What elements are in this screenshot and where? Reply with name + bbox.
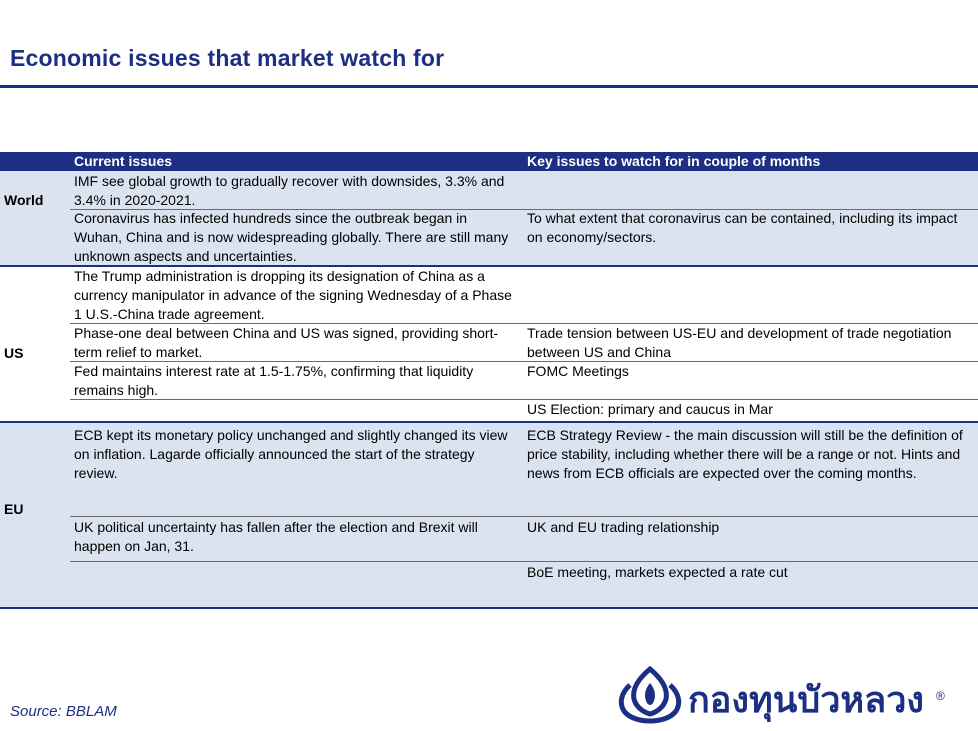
watch-issue-cell: FOMC Meetings: [527, 363, 629, 379]
current-issue-cell: Fed maintains interest rate at 1.5-1.75%, confirming that liquidity remains high.: [74, 363, 474, 398]
watch-issue-cell: Trade tension between US-EU and development of trade negotiation between US and China: [527, 325, 952, 360]
watch-issue-cell: To what extent that coronavirus can be contained, including its impact on economy/sectors.: [527, 210, 958, 245]
current-issue-cell: Coronavirus has infected hundreds since the outbreak began in Wuhan, China and is now widespreading globally. There are still many unknown aspects and uncertainties.: [74, 210, 509, 264]
region-label-us: US: [4, 345, 24, 361]
region-separator: [0, 421, 978, 423]
table-header: [0, 152, 978, 171]
current-issue-cell: UK political uncertainty has fallen after the election and Brexit will happen on Jan, 31.: [74, 519, 478, 554]
logo-wordmark: กองทุนบัวหลวง: [688, 679, 924, 720]
registered-mark: ®: [936, 689, 945, 703]
current-issue-cell: ECB kept its monetary policy unchanged and slightly changed its view on inflation. Lagarde officially announced the start of the strategy review.: [74, 427, 508, 481]
region-label-eu: EU: [4, 501, 24, 517]
source-note: Source: BBLAM: [10, 703, 117, 720]
col-current-issues-header: Current issues: [74, 153, 173, 169]
current-issue-cell: The Trump administration is dropping its designation of China as a currency manipulator in advance of the signing Wednesday of a Phase 1 U.S.-China trade agreement.: [74, 268, 512, 322]
col-key-issues-header: Key issues to watch for in couple of months: [527, 153, 821, 169]
lotus-icon: [616, 665, 684, 725]
region-label-world: World: [4, 192, 44, 208]
row-separator: [70, 516, 978, 517]
watch-issue-cell: BoE meeting, markets expected a rate cut: [527, 564, 788, 580]
title-divider: [0, 85, 978, 88]
watch-issue-cell: US Election: primary and caucus in Mar: [527, 401, 773, 417]
watch-issue-cell: UK and EU trading relationship: [527, 519, 720, 535]
watch-issue-cell: ECB Strategy Review - the main discussion will still be the definition of price stability, including whether there will be a range or not. Hints and news from ECB officials are expected over the coming months.: [527, 427, 963, 481]
issues-table: [0, 152, 978, 608]
bblam-logo: [616, 665, 956, 725]
current-issue-cell: IMF see global growth to gradually recover with downsides, 3.3% and 3.4% in 2020-2021.: [74, 173, 505, 208]
page-title: Economic issues that market watch for: [10, 45, 445, 71]
row-separator: [70, 561, 978, 562]
current-issue-cell: Phase-one deal between China and US was signed, providing short-term relief to market.: [74, 325, 499, 360]
table-bottom-border: [0, 607, 978, 609]
